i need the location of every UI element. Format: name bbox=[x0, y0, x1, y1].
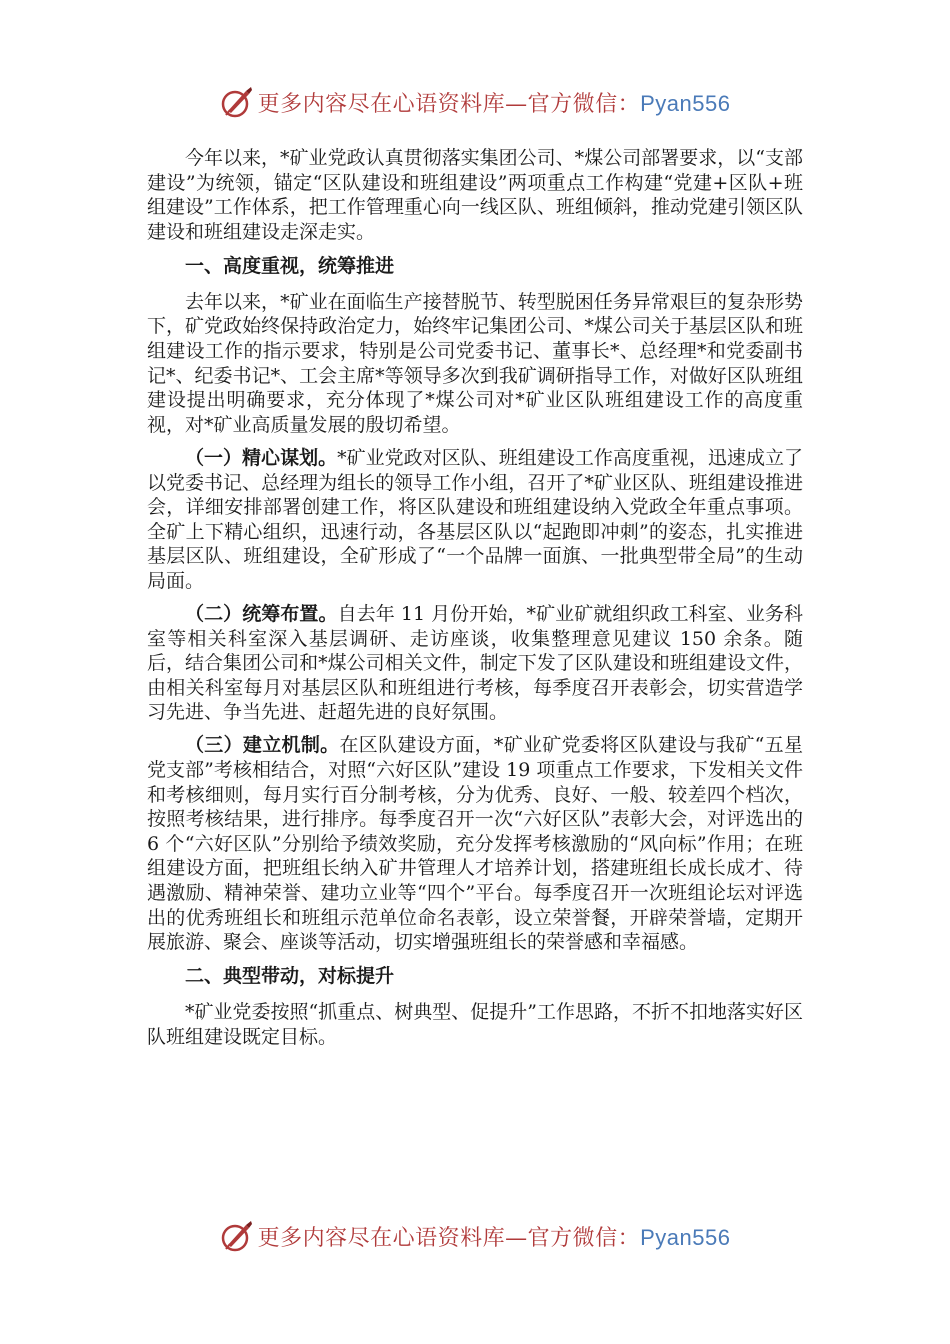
header-banner bbox=[0, 82, 950, 122]
item-1-lead: （一）精心谋划。 bbox=[185, 446, 338, 469]
item-3-lead: （三）建立机制。 bbox=[185, 734, 340, 757]
quill-pen-logo-icon bbox=[220, 1219, 254, 1253]
banner-text: 更多内容尽在心语资料库—官方微信：Pyan556 bbox=[257, 90, 731, 117]
section-heading-2: 二、典型带动，对标提升 bbox=[185, 965, 395, 988]
wechat-id: Pyan556 bbox=[640, 90, 731, 116]
quill-pen-logo-icon bbox=[220, 85, 254, 119]
item-1-text: *矿业党政对区队、班组建设工作高度重视，迅速成立了以党委书记、总经理为组长的领导工作小组，召开了*矿业区队、班组建设推进会，详细安排部署创建工作，将区队建设和班组建设纳入党政全年重点事项。全矿上下精心组织，迅速行动，各基层区队以“起跑即冲刺”的姿态，扎实推进基层区队、班组建设，全矿形成了“一个品牌一面旗、一批典型带全局”的生动局面。 bbox=[147, 446, 803, 592]
item-2-text: 自去年 11 月份开始，*矿业矿就组织政工科室、业务科室等相关科室深入基层调研、走访座谈，收集整理意见建议 150 余条。随后，结合集团公司和*煤公司相关文件，制定下发了区队建设和班组建设文件，由相关科室每月对基层区队和班组进行考核，每季度召开表彰会，切实营造学习先进、争当先进、赶超先进的良好氛围。 bbox=[147, 603, 803, 724]
item-1-paragraph bbox=[147, 446, 803, 594]
section-heading-1: 一、高度重视，统筹推进 bbox=[185, 254, 395, 277]
footer-banner bbox=[0, 1216, 950, 1256]
section1-paragraph: 去年以来，*矿业在面临生产接替脱节、转型脱困任务异常艰巨的复杂形势下，矿党政始终保持政治定力，始终牢记集团公司、*煤公司关于基层区队和班组建设工作的指示要求，特别是公司党委书记、董事长*、总经理*和党委副书记*、纪委书记*、工会主席*等领导多次到我矿调研指导工作，对做好区队班组建设提出明确要求，充分体现了*煤公司对*矿业区队班组建设工作的高度重视，对*矿业高质量发展的殷切希望。 bbox=[147, 290, 803, 436]
wechat-id: Pyan556 bbox=[640, 1224, 731, 1250]
item-2-paragraph bbox=[147, 602, 803, 725]
item-3-text: 在区队建设方面，*矿业矿党委将区队建设与我矿“五星党支部”考核相结合，对照“六好区队”建设 19 项重点工作要求，下发相关文件和考核细则，每月实行百分制考核，分为优秀、良好、一般、较差四个档次，按照考核结果，进行排序。每季度召开一次“六好区队”表彰大会，对评选出的 6 个“六好区队”分别给予绩效奖励，充分发挥考核激励的“风向标”作用；在班组建设方面，把班组长纳入矿井管理人才培养计划，搭建班组长成长成才、待遇激励、精神荣誉、建功立业等“四个”平台。每季度召开一次班组论坛对评选出的优秀班组长和班组示范单位命名表彰，设立荣誉餐，开辟荣誉墙，定期开展旅游、聚会、座谈等活动，切实增强班组长的荣誉感和幸福感。 bbox=[147, 734, 803, 954]
banner-text: 更多内容尽在心语资料库—官方微信：Pyan556 bbox=[257, 1224, 731, 1251]
section2-paragraph: *矿业党委按照“抓重点、树典型、促提升”工作思路，不折不扣地落实好区队班组建设既定目标。 bbox=[147, 1001, 803, 1048]
item-2-lead: （二）统筹布置。 bbox=[185, 603, 338, 625]
document-body bbox=[147, 146, 803, 1058]
item-3-paragraph bbox=[147, 733, 803, 954]
intro-paragraph: 今年以来，*矿业党政认真贯彻落实集团公司、*煤公司部署要求，以“支部建设”为统领，锚定“区队建设和班组建设”两项重点工作构建“党建+区队+班组建设”工作体系，把工作管理重心向一线区队、班组倾斜，推动党建引领区队建设和班组建设走深走实。 bbox=[147, 147, 803, 243]
